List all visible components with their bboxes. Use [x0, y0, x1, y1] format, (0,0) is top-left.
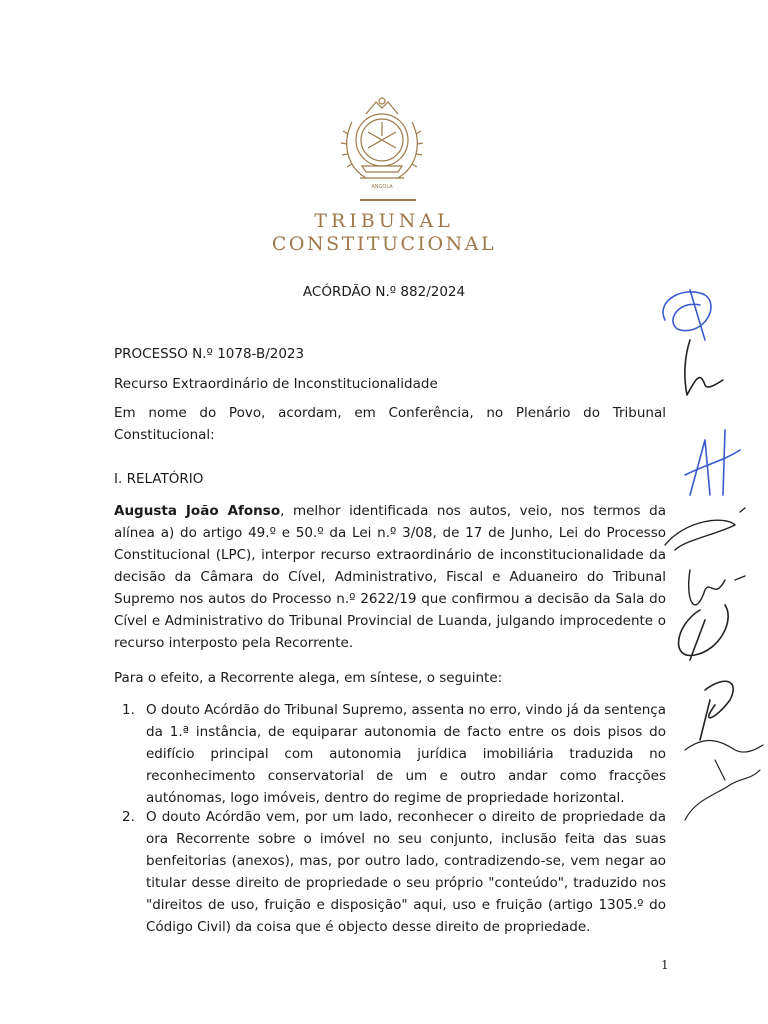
court-name-line1: TRIBUNAL	[314, 210, 454, 232]
signature-2	[685, 340, 723, 395]
signature-5	[689, 570, 745, 605]
signature-6	[679, 605, 729, 660]
header-rule	[360, 199, 416, 201]
document-title: ACÓRDÃO N.º 882/2024	[302, 284, 466, 300]
page-number: 1	[661, 958, 669, 972]
allegation-list	[114, 699, 666, 809]
list-item-text: O douto Acórdão vem, por um lado, reconhecer o direito de propriedade da ora Recorrente sobre o imóvel no seu conjunto, inclusão feita das suas benfeitorias (anexos), mas, por outro lado, contradizendo-se, vem negar ao titular desse direito de propriedade o seu próprio "conteúdo", traduzido nos "direitos de uso, fruição e disposição" aqui, uso e fruição (artigo 1305.º do Código Civil) da coisa que é objecto desse direito de propriedade.	[146, 809, 666, 935]
list-item	[114, 699, 666, 809]
list-item-text: O douto Acórdão do Tribunal Supremo, assenta no erro, vindo já da sentença da 1.ª instância, de equiparar autonomia de facto entre os dois pisos do edifício principal com autonomia jurídica imobiliária traduzida no reconhecimento conservatorial de um e outro andar como fracções autónomas, logo imóveis, dentro do regime de propriedade horizontal.	[146, 702, 666, 806]
report-paragraph	[114, 500, 666, 654]
allegation-list	[114, 806, 666, 938]
signature-9	[685, 770, 760, 820]
signature-7	[700, 681, 733, 740]
signature-1	[663, 290, 711, 340]
signature-3	[685, 430, 740, 495]
list-item-number: 2.	[122, 809, 135, 825]
court-name-line2: CONSTITUCIONAL	[271, 233, 497, 255]
appellant-name: Augusta João Afonso	[114, 503, 281, 519]
angola-emblem-icon	[332, 92, 432, 202]
signature-4	[665, 508, 745, 550]
recurso-type: Recurso Extraordinário de Inconstitucionalidade	[114, 376, 438, 392]
report-paragraph-text: , melhor identificada nos autos, veio, nos termos da alínea a) do artigo 49.º e 50.º da Lei n.º 3/08, de 17 de Junho, Lei do Processo Constitucional (LPC), interpor recurso extraordinário de inconstitucionalidade da decisão da Câmara do Cível, Administrativo, Fiscal e Aduaneiro do Tribunal Supremo nos autos do Processo n.º 2622/19 que confirmou a decisão da Sala do Cível e Administrativo do Tribunal Provincial de Luanda, julgando improcedente o recurso interposto pela Recorrente.	[114, 503, 666, 651]
processo-number: PROCESSO N.º 1078-B/2023	[114, 346, 305, 362]
emblem-caption: ANGOLA	[371, 184, 393, 190]
signature-8	[685, 741, 763, 780]
list-item-number: 1.	[122, 702, 135, 718]
summary-intro: Para o efeito, a Recorrente alega, em síntese, o seguinte:	[114, 670, 503, 686]
intro-paragraph: Em nome do Povo, acordam, em Conferência, no Plenário do Tribunal Constitucional:	[114, 405, 666, 443]
signatures-margin	[645, 280, 768, 840]
section-heading: I. RELATÓRIO	[114, 471, 204, 487]
list-item	[114, 806, 666, 938]
